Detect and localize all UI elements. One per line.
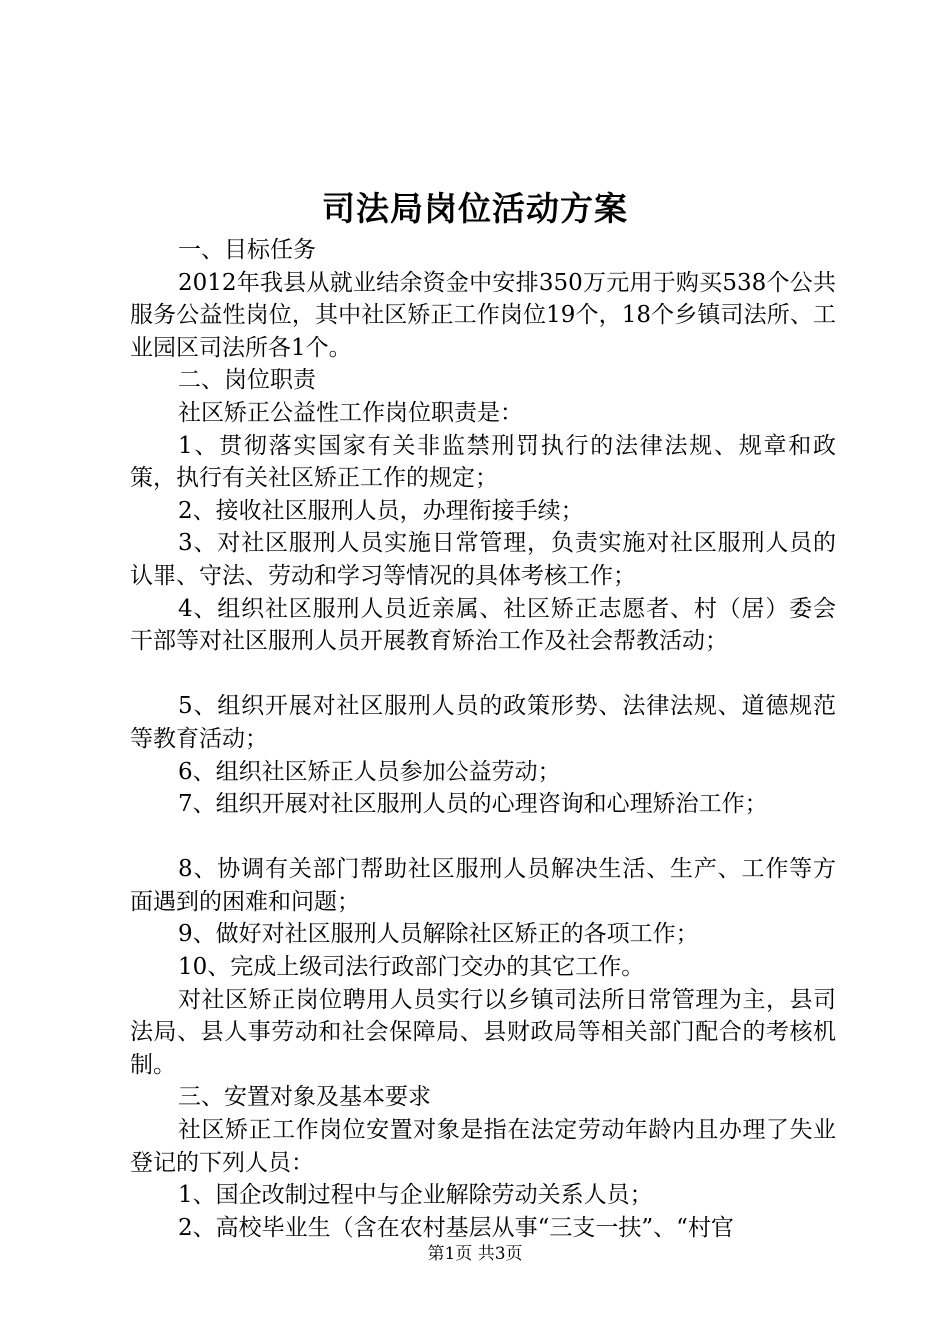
section-heading-duties: 二、岗位职责 (178, 367, 316, 394)
duty-item-5: 5、组织开展对社区服刑人员的政策形势、法律法规、道德规范等教育活动； (130, 693, 836, 752)
document-body (130, 234, 836, 1244)
duty-item-9: 9、做好对社区服刑人员解除社区矫正的各项工作； (178, 921, 699, 948)
paragraph-gap (130, 658, 836, 691)
paragraph-duties-intro: 社区矫正公益性工作岗位职责是： (178, 399, 523, 426)
section-heading-goals: 一、目标任务 (178, 237, 316, 263)
document-title: 司法局岗位活动方案 (322, 189, 628, 228)
placement-item-1: 1、国企改制过程中与企业解除劳动关系人员； (178, 1182, 653, 1209)
placement-item-2: 2、高校毕业生（含在农村基层从事“三支一扶”、“村官 (178, 1214, 734, 1241)
duty-item-4: 4、组织社区服刑人员近亲属、社区矫正志愿者、村（居）委会干部等对社区服刑人员开展教育矫治工作及社会帮教活动； (130, 595, 836, 655)
paragraph-gap (130, 821, 836, 854)
duty-item-8: 8、协调有关部门帮助社区服刑人员解决生活、生产、工作等方面遇到的困难和问题； (130, 856, 836, 915)
section-heading-placement: 三、安置对象及基本要求 (178, 1084, 431, 1111)
duty-item-2: 2、接收社区服刑人员，办理衔接手续； (178, 497, 584, 524)
paragraph-placement-intro: 社区矫正工作岗位安置对象是指在法定劳动年龄内且办理了失业登记的下列人员： (130, 1117, 836, 1176)
paragraph-goals: 2012年我县从就业结余资金中安排350万元用于购买538个公共服务公益性岗位，其中社区矫正工作岗位19个，18个乡镇司法所、工业园区司法所各1个。 (130, 269, 836, 361)
duty-item-7: 7、组织开展对社区服刑人员的心理咨询和心理矫治工作； (178, 791, 768, 818)
paragraph-management: 对社区矫正岗位聘用人员实行以乡镇司法所日常管理为主，县司法局、县人事劳动和社会保障局、县财政局等相关部门配合的考核机制。 (130, 986, 836, 1078)
duty-item-3: 3、对社区服刑人员实施日常管理，负责实施对社区服刑人员的认罪、守法、劳动和学习等情况的具体考核工作； (130, 530, 836, 589)
page-footer: 第1页 共3页 (427, 1244, 523, 1264)
duty-item-6: 6、组织社区矫正人员参加公益劳动； (178, 758, 561, 785)
duty-item-10: 10、完成上级司法行政部门交办的其它工作。 (178, 954, 645, 981)
duty-item-1: 1、贯彻落实国家有关非监禁刑罚执行的法律法规、规章和政策，执行有关社区矫正工作的规定； (130, 432, 836, 492)
